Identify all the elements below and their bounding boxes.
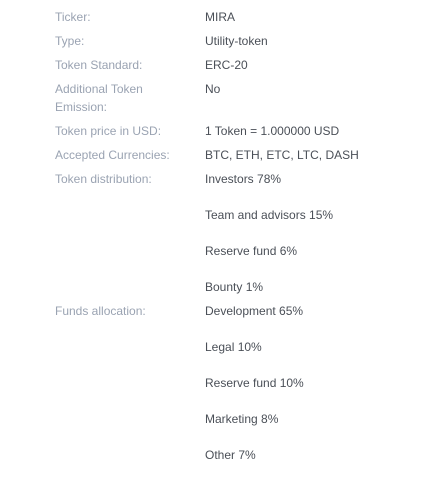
ticker-value: MIRA (205, 10, 235, 24)
type-value: Utility-token (205, 34, 268, 48)
token-price-value: 1 Token = 1.000000 USD (205, 124, 340, 138)
funds-allocation-label: Funds allocation: (55, 304, 146, 318)
distribution-item: Reserve fund 6% (205, 244, 298, 258)
distribution-item: Bounty 1% (205, 280, 264, 294)
token-distribution-label: Token distribution: (55, 172, 152, 186)
allocation-item: Legal 10% (205, 340, 262, 354)
additional-emission-label-line1: Additional Token (55, 82, 143, 96)
distribution-item: Team and advisors 15% (205, 208, 334, 222)
additional-emission-label-line2: Emission: (55, 100, 108, 114)
additional-emission-value: No (205, 82, 221, 96)
token-standard-value: ERC-20 (205, 58, 248, 72)
allocation-item: Development 65% (205, 304, 304, 318)
type-label: Type: (55, 34, 85, 48)
allocation-item: Other 7% (205, 448, 256, 462)
token-price-label: Token price in USD: (55, 124, 162, 138)
accepted-currencies-label: Accepted Currencies: (55, 148, 170, 162)
distribution-item: Investors 78% (205, 172, 282, 186)
allocation-item: Marketing 8% (205, 412, 279, 426)
ticker-label: Ticker: (55, 10, 91, 24)
accepted-currencies-value: BTC, ETH, ETC, LTC, DASH (205, 148, 359, 162)
allocation-item: Reserve fund 10% (205, 376, 304, 390)
token-standard-label: Token Standard: (55, 58, 143, 72)
